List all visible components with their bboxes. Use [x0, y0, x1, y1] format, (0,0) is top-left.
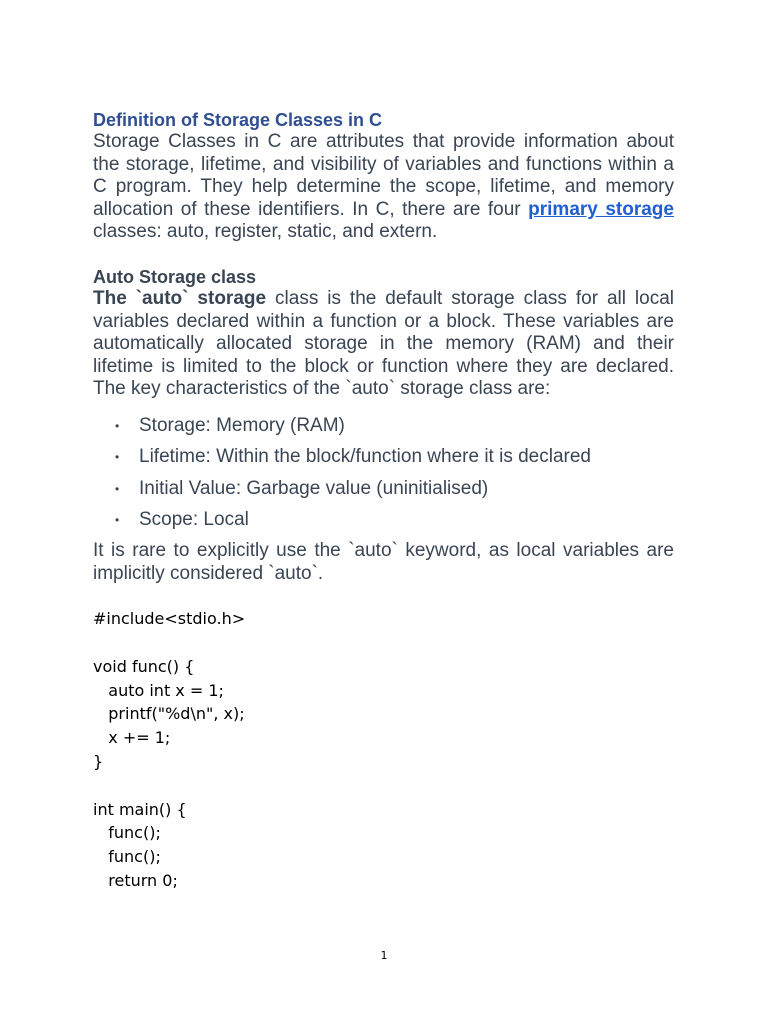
code-line: func();: [93, 847, 161, 867]
definition-text-start: Storage Classes in C are attributes that provide information about the storage, lifetime, and visibility of variables and functions within a C program. They help determine the scope, lifetime, and memory allocation of these identifiers. In C, there are four: [93, 131, 674, 220]
section-heading-definition: Definition of Storage Classes in C: [93, 110, 383, 130]
list-item-text: Scope: Local: [139, 509, 249, 531]
primary-storage-link[interactable]: primary storage: [528, 198, 674, 220]
list-item-text: Initial Value: Garbage value (uninitialised): [139, 477, 489, 499]
code-line: void func() {: [93, 656, 195, 676]
code-line: printf("%d\n", x);: [93, 704, 245, 724]
code-line: [93, 631, 674, 655]
bullet-icon: •: [115, 418, 120, 433]
definition-paragraph: [93, 131, 674, 244]
list-item: [93, 509, 674, 531]
page-number: 1: [380, 949, 388, 962]
list-item: [93, 446, 674, 468]
definition-text-end: classes: auto, register, static, and extern.: [93, 221, 438, 243]
bullet-icon: •: [115, 513, 120, 528]
bullet-icon: •: [115, 450, 120, 465]
code-line: #include<stdio.h>: [93, 609, 246, 629]
auto-note-paragraph: It is rare to explicitly use the `auto` keyword, as local variables are implicitly considered `auto`.: [93, 539, 674, 584]
list-item: [93, 478, 674, 500]
auto-bold-lead: The `auto` storage: [93, 287, 267, 309]
auto-paragraph: [93, 288, 674, 401]
characteristics-list: [93, 415, 674, 532]
code-block: [93, 607, 674, 893]
code-line: auto int x = 1;: [93, 680, 224, 700]
code-line: func();: [93, 823, 161, 843]
code-line: }: [93, 751, 104, 771]
code-line: int main() {: [93, 799, 187, 819]
list-item: [93, 415, 674, 437]
auto-text-rest: class is the default storage class for all local variables declared within a function or a block. These variables are automatically allocated storage in the memory (RAM) and their lifetime is limited to the block or function where they are declared. The key characteristics of the `auto` storage class are:: [93, 287, 674, 400]
code-line: return 0;: [93, 870, 178, 890]
section-heading-auto: Auto Storage class: [93, 266, 257, 287]
list-item-text: Storage: Memory (RAM): [139, 414, 345, 436]
list-item-text: Lifetime: Within the block/function where it is declared: [139, 446, 591, 468]
code-line: [93, 774, 674, 798]
code-line: x += 1;: [93, 728, 171, 748]
bullet-icon: •: [115, 481, 120, 496]
document-page: [93, 109, 674, 893]
